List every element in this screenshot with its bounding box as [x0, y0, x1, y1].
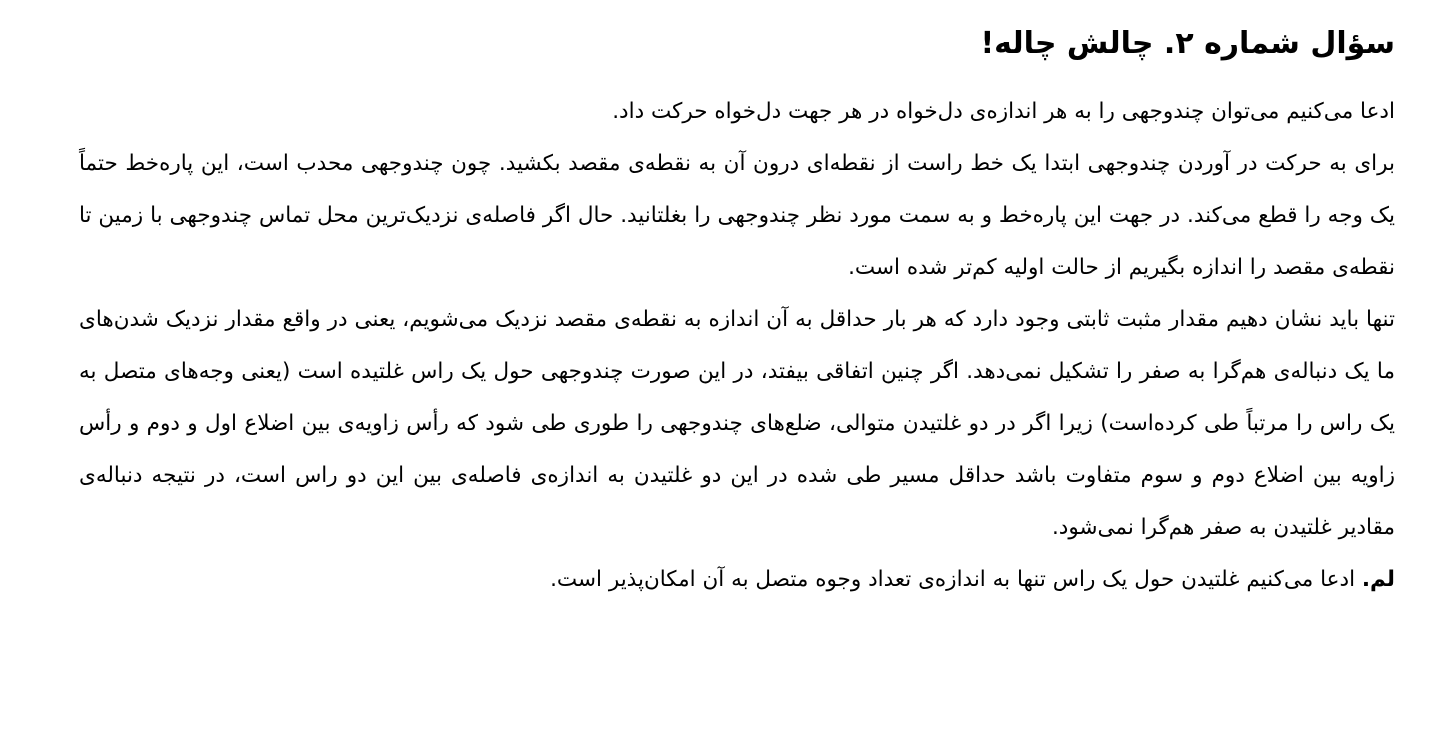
question-title: سؤال شماره ۲. چالش چاله!: [980, 26, 1395, 61]
lemma-paragraph: [79, 554, 1395, 606]
paragraph-claim: ادعا می‌کنیم می‌توان چندوجهی را به هر اندازه‌ی دل‌خواه در هر جهت دل‌خواه حرکت داد.: [612, 99, 1395, 124]
paragraph-convergence-argument: تنها باید نشان دهیم مقدار مثبت ثابتی وجود دارد که هر بار حداقل به آن اندازه به نقطه‌ی مقصد نزدیک می‌شویم، یعنی در واقع مقدار نزدیک شدن‌های ما یک دنباله‌ی هم‌گرا به صفر را تشکیل نمی‌دهد. اگر چنین اتفاقی بیفتد، در این صورت چندوجهی حول یک راس غلتیده است (یعنی وجه‌های متصل به یک راس را مرتباً طی کرده‌است) زیرا اگر در دو غلتیدن متوالی، ضلع‌های چندوجهی را طوری طی شود که رأس زاویه‌ی بین اضلاع اول و دوم و رأس زاویه بین اضلاع دوم و سوم متفاوت باشد حداقل مسیر طی شده در این دو غلتیدن به اندازه‌ی فاصله‌ی بین این دو راس است، در نتیجه دنباله‌ی مقادیر غلتیدن به صفر هم‌گرا نمی‌شود.: [79, 307, 1395, 540]
paragraph-rolling-method: برای به حرکت در آوردن چندوجهی ابتدا یک خط راست از نقطه‌ای درون آن به نقطه‌ی مقصد بکشید. چون چندوجهی محدب است، این پاره‌خط حتماً یک وجه را قطع می‌کند. در جهت این پاره‌خط و به سمت مورد نظر چندوجهی را بغلتانید. حال اگر فاصله‌ی نزدیک‌ترین محل تماس چندوجهی با زمین تا نقطه‌ی مقصد را اندازه بگیریم از حالت اولیه کم‌تر شده است.: [79, 151, 1395, 280]
document-page: [79, 14, 1395, 606]
lemma-text: ادعا می‌کنیم غلتیدن حول یک راس تنها به اندازه‌ی تعداد وجوه متصل به آن امکان‌پذیر است.: [550, 567, 1362, 592]
lemma-label: لم.: [1361, 567, 1395, 592]
